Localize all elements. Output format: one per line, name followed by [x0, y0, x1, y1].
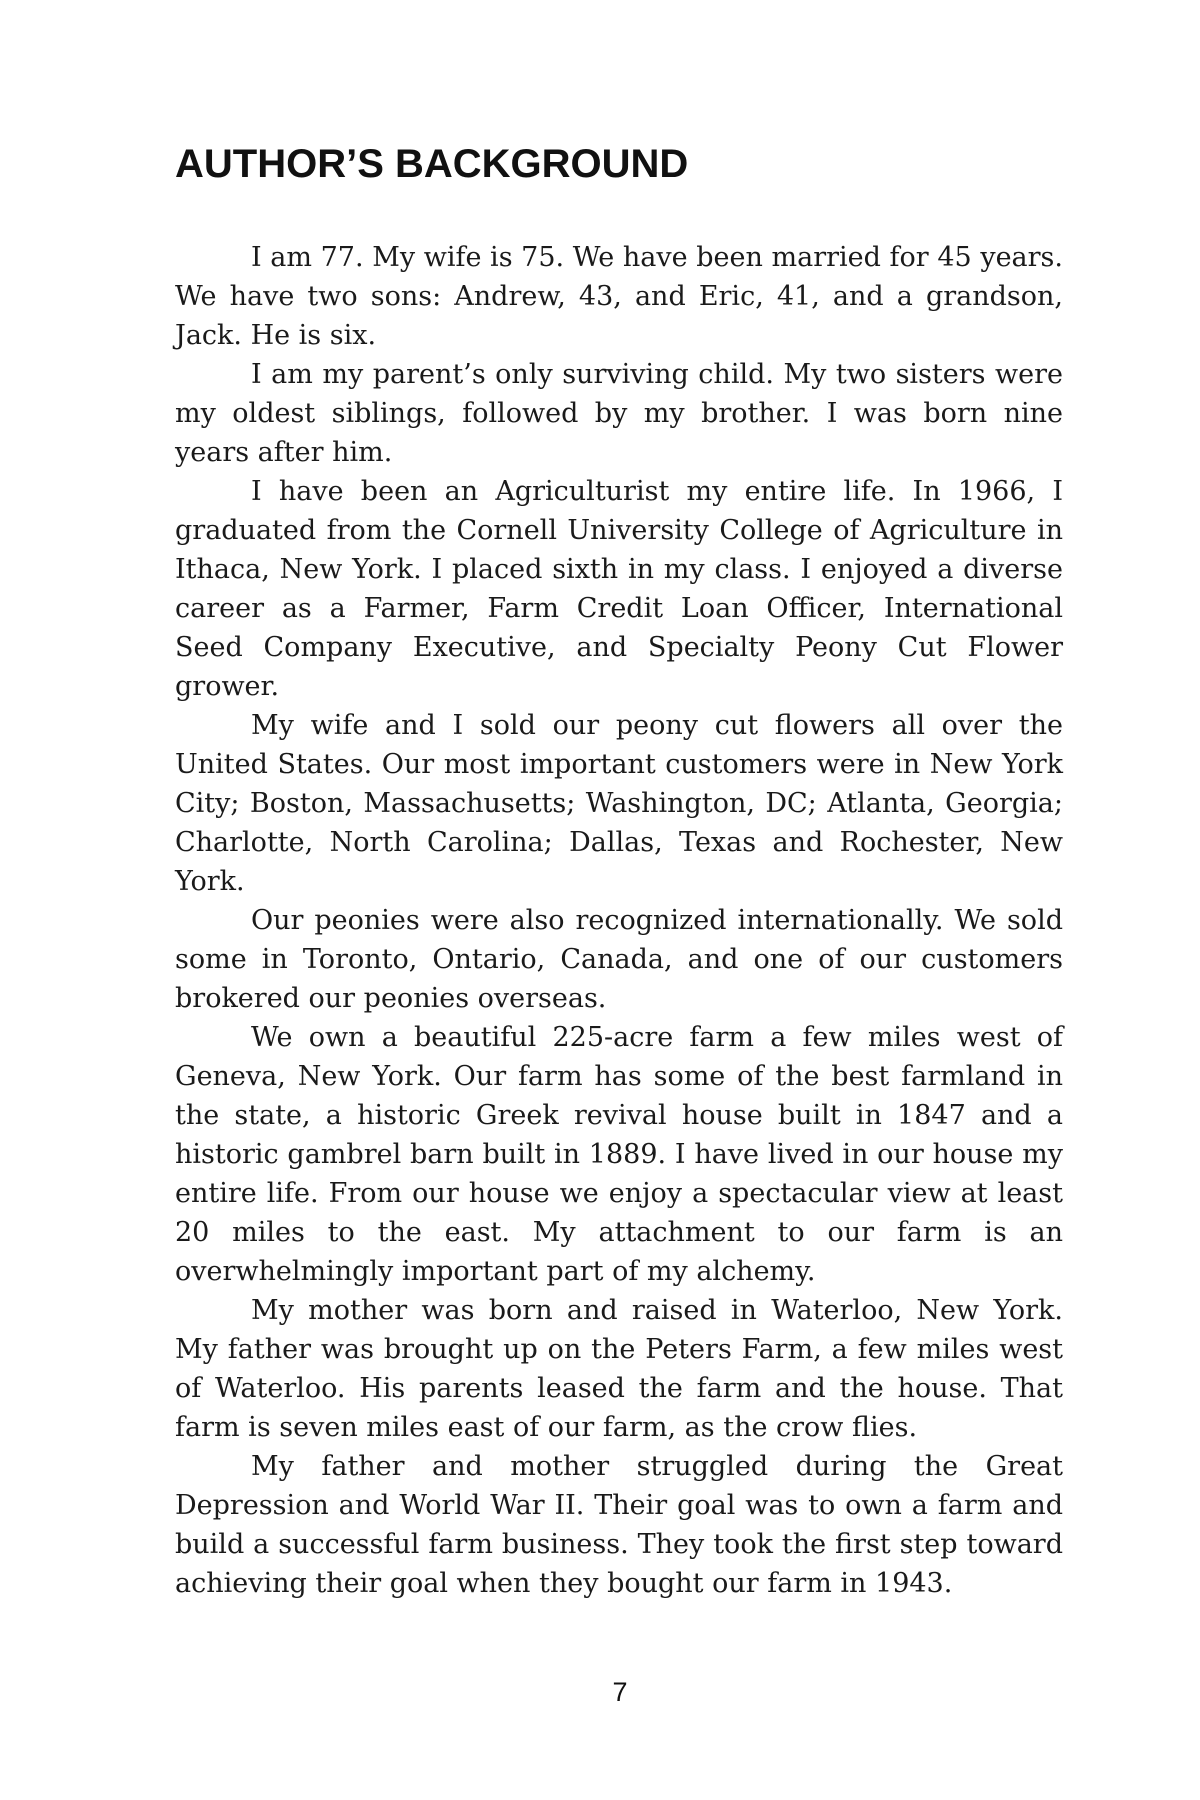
paragraph-3: I have been an Agriculturist my entire life. In 1966, I graduated from the Cornell University College of Agriculture in Ithaca, New York. I placed sixth in my class. I enjoyed a diverse career as a Farmer, Farm Credit Loan Officer, International Seed Company Executive, and Specialty Peony Cut Flower grower. [175, 476, 1063, 702]
page-number: 7 [612, 1677, 628, 1707]
paragraph-1: I am 77. My wife is 75. We have been married for 45 years. We have two sons: Andrew, 43, and Eric, 41, and a grandson, Jack. He is six. [175, 242, 1063, 351]
paragraph-5: Our peonies were also recognized internationally. We sold some in Toronto, Ontario, Canada, and one of our customers brokered our peonies overseas. [175, 905, 1063, 1014]
paragraph-7: My mother was born and raised in Waterloo, New York. My father was brought up on the Peters Farm, a few miles west of Waterloo. His parents leased the farm and the house. That farm is seven miles east of our farm, as the crow flies. [175, 1295, 1063, 1443]
paragraph-4: My wife and I sold our peony cut flowers all over the United States. Our most important customers were in New York City; Boston, Massachusetts; Washington, DC; Atlanta, Georgia; Charlotte, North Carolina; Dallas, Texas and Rochester, New York. [175, 710, 1063, 897]
chapter-title: AUTHOR’S BACKGROUND [175, 142, 689, 186]
paragraph-2: I am my parent’s only surviving child. My two sisters were my oldest siblings, followed by my brother. I was born nine years after him. [175, 359, 1063, 468]
chapter-body [175, 238, 1063, 1603]
paragraph-8: My father and mother struggled during the Great Depression and World War II. Their goal was to own a farm and build a successful farm business. They took the first step toward achieving their goal when they bought our farm in 1943. [175, 1451, 1063, 1599]
paragraph-6: We own a beautiful 225-acre farm a few miles west of Geneva, New York. Our farm has some of the best farmland in the state, a historic Greek revival house built in 1847 and a historic gambrel barn built in 1889. I have lived in our house my entire life. From our house we enjoy a spectacular view at least 20 miles to the east. My attachment to our farm is an overwhelmingly important part of my alchemy. [175, 1022, 1063, 1287]
